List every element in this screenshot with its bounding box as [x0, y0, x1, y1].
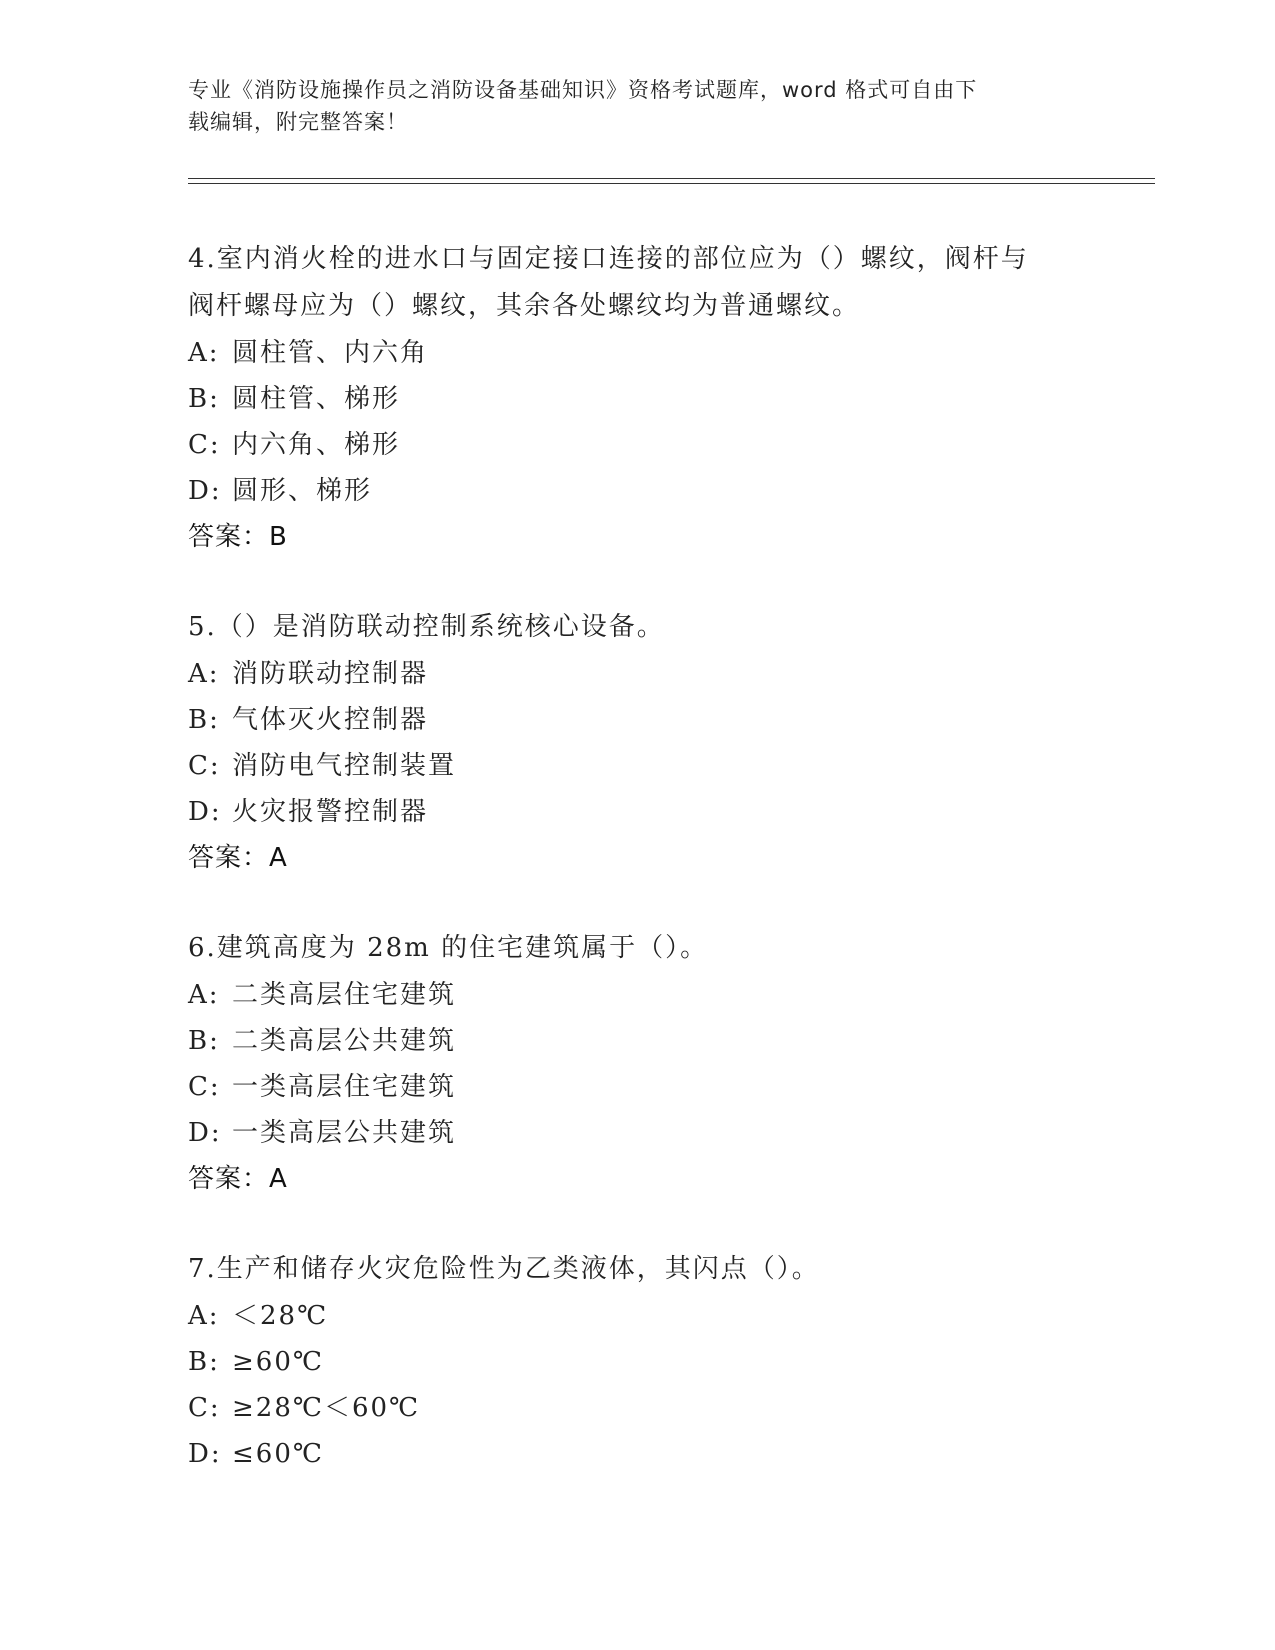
option-a [188, 1293, 1088, 1339]
option-text: 二类高层住宅建筑 [232, 980, 457, 1010]
option-key: C: [188, 1072, 221, 1102]
option-key: A: [188, 980, 220, 1010]
option-a [188, 651, 1088, 697]
option-b [188, 697, 1088, 743]
option-c [188, 1064, 1088, 1110]
option-text: 圆柱管、梯形 [232, 384, 401, 414]
option-text: 消防联动控制器 [232, 659, 429, 689]
option-text: 气体灭火控制器 [232, 705, 429, 735]
header-divider-bottom [188, 183, 1155, 184]
option-key: B: [188, 384, 220, 414]
question-stem-line: 阀杆螺母应为（）螺纹，其余各处螺纹均为普通螺纹。 [188, 291, 861, 321]
option-c [188, 422, 1088, 468]
option-key: C: [188, 751, 221, 781]
option-key: A: [188, 1301, 220, 1331]
option-c [188, 743, 1088, 789]
option-text: 一类高层公共建筑 [232, 1118, 457, 1148]
option-text: 内六角、梯形 [232, 430, 401, 460]
answer-line: 答案：A [188, 1164, 288, 1194]
option-b [188, 1018, 1088, 1064]
option-b [188, 376, 1088, 422]
option-key: A: [188, 338, 220, 368]
option-text: 圆形、梯形 [232, 476, 373, 506]
question-4 [188, 236, 1088, 560]
header-line-1: 专业《消防设施操作员之消防设备基础知识》资格考试题库，word 格式可自由下 [188, 78, 978, 102]
option-text: ≤60℃ [232, 1439, 324, 1469]
option-key: D: [188, 476, 222, 506]
question-list [188, 236, 1088, 1521]
question-stem-line: 6.建筑高度为 28m 的住宅建筑属于（）。 [188, 933, 709, 963]
header-divider-top [188, 178, 1155, 179]
option-b [188, 1339, 1088, 1385]
option-d [188, 468, 1088, 514]
option-key: C: [188, 1393, 221, 1423]
document-header [188, 74, 1068, 138]
header-line-2: 载编辑，附完整答案！ [188, 110, 408, 134]
answer-line: 答案：A [188, 843, 288, 873]
question-stem-line: 4.室内消火栓的进水口与固定接口连接的部位应为（）螺纹，阀杆与 [188, 244, 1029, 274]
option-text: 一类高层住宅建筑 [232, 1072, 457, 1102]
option-a [188, 330, 1088, 376]
option-c [188, 1385, 1088, 1431]
option-text: 消防电气控制装置 [232, 751, 457, 781]
option-key: B: [188, 1347, 220, 1377]
question-stem-line: 5.（）是消防联动控制系统核心设备。 [188, 612, 665, 642]
question-stem-line: 7.生产和储存火灾危险性为乙类液体，其闪点（）。 [188, 1254, 820, 1284]
option-key: D: [188, 797, 222, 827]
option-d [188, 1431, 1088, 1477]
option-text: ＜28℃ [232, 1301, 329, 1331]
option-text: ≥28℃＜60℃ [232, 1393, 421, 1423]
option-text: 圆柱管、内六角 [232, 338, 429, 368]
option-text: 火灾报警控制器 [232, 797, 429, 827]
option-key: B: [188, 1026, 220, 1056]
option-key: C: [188, 430, 221, 460]
option-d [188, 789, 1088, 835]
option-d [188, 1110, 1088, 1156]
option-key: D: [188, 1118, 222, 1148]
option-text: 二类高层公共建筑 [232, 1026, 457, 1056]
question-7 [188, 1246, 1088, 1477]
option-key: B: [188, 705, 220, 735]
question-5 [188, 604, 1088, 881]
option-a [188, 972, 1088, 1018]
option-key: A: [188, 659, 220, 689]
option-key: D: [188, 1439, 222, 1469]
question-6 [188, 925, 1088, 1202]
option-text: ≥60℃ [232, 1347, 324, 1377]
answer-line: 答案：B [188, 522, 288, 552]
